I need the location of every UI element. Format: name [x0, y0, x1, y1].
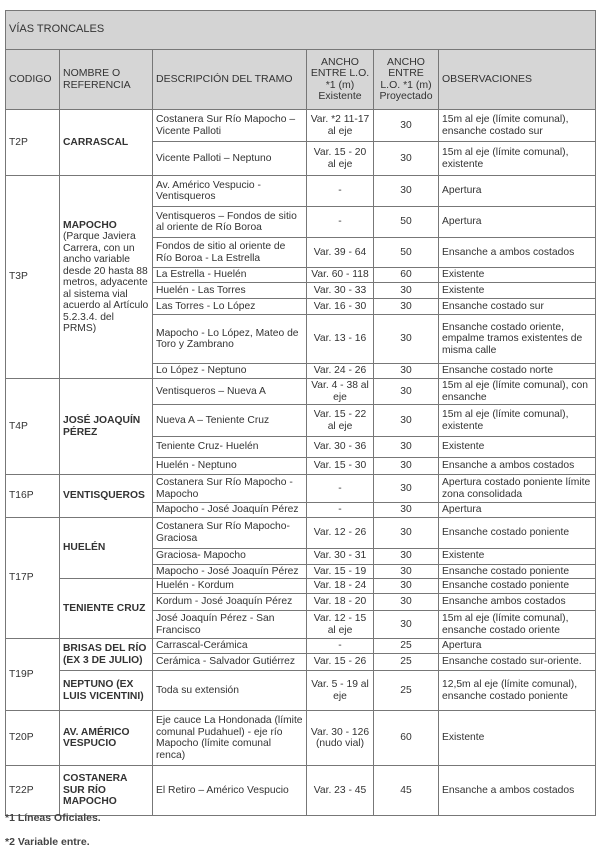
table-row [6, 475, 596, 503]
ancho-proyectado-cell: 30 [374, 364, 439, 379]
observaciones-cell: 15m al eje (límite comunal), ensanche costado sur [439, 110, 596, 142]
observaciones-cell: Apertura [439, 639, 596, 654]
header-ancho-existente: ANCHO ENTRE L.O. *1 (m) Existente [307, 50, 374, 110]
description-cell: Huelén - Neptuno [153, 458, 307, 475]
ancho-proyectado-cell: 30 [374, 548, 439, 564]
name-label: MAPOCHO [63, 219, 117, 231]
observaciones-cell: Existente [439, 268, 596, 283]
description-cell: Mapocho - José Joaquín Pérez [153, 564, 307, 579]
ancho-proyectado-cell: 50 [374, 207, 439, 238]
ancho-proyectado-cell: 30 [374, 437, 439, 458]
name-cell [60, 517, 153, 579]
ancho-proyectado-cell: 30 [374, 405, 439, 437]
ancho-existente-cell: Var. 15 - 26 [307, 654, 374, 671]
description-cell: Mapocho - José Joaquín Pérez [153, 503, 307, 518]
header-ancho-proyectado: ANCHO ENTRE L.O. *1 (m) Proyectado [374, 50, 439, 110]
name-cell [60, 176, 153, 379]
ancho-proyectado-cell: 30 [374, 283, 439, 299]
description-cell: Carrascal-Cerámica [153, 639, 307, 654]
ancho-proyectado-cell: 30 [374, 517, 439, 548]
ancho-existente-cell: Var. 4 - 38 al eje [307, 379, 374, 405]
description-cell: Kordum - José Joaquín Pérez [153, 594, 307, 611]
observaciones-cell: Existente [439, 548, 596, 564]
observaciones-cell: 12,5m al eje (límite comunal), ensanche costado poniente [439, 671, 596, 711]
name-cell [60, 379, 153, 475]
description-cell: Mapocho - Lo López, Mateo de Toro y Zambrano [153, 315, 307, 364]
observaciones-cell: Ensanche costado oriente, empalme tramos existentes de misma calle [439, 315, 596, 364]
ancho-proyectado-cell: 30 [374, 176, 439, 207]
description-cell: Toda su extensión [153, 671, 307, 711]
ancho-existente-cell: Var. 13 - 16 [307, 315, 374, 364]
observaciones-cell: Ensanche ambos costados [439, 594, 596, 611]
observaciones-cell: Ensanche costado sur [439, 299, 596, 315]
observaciones-cell: Existente [439, 283, 596, 299]
description-cell: Huelén - Las Torres [153, 283, 307, 299]
table-row [6, 110, 596, 142]
description-cell: Ventisqueros – Nueva A [153, 379, 307, 405]
ancho-proyectado-cell: 25 [374, 671, 439, 711]
description-cell: Vicente Palloti – Neptuno [153, 142, 307, 176]
name-cell [60, 110, 153, 176]
description-cell: Graciosa- Mapocho [153, 548, 307, 564]
observaciones-cell: Ensanche costado poniente [439, 579, 596, 594]
name-label: CARRASCAL [63, 136, 129, 148]
ancho-existente-cell: Var. *2 11-17 al eje [307, 110, 374, 142]
code-cell: T2P [6, 110, 60, 176]
name-cell [60, 711, 153, 766]
observaciones-cell: Ensanche a ambos costados [439, 458, 596, 475]
ancho-proyectado-cell: 25 [374, 654, 439, 671]
code-cell: T16P [6, 475, 60, 518]
ancho-proyectado-cell: 30 [374, 564, 439, 579]
ancho-proyectado-cell: 30 [374, 503, 439, 518]
code-cell: T20P [6, 711, 60, 766]
header-observaciones: OBSERVACIONES [439, 50, 596, 110]
name-label: HUELÉN [63, 542, 106, 553]
ancho-existente-cell: Var. 30 - 36 [307, 437, 374, 458]
table-row [6, 176, 596, 207]
ancho-proyectado-cell: 30 [374, 611, 439, 639]
table-row [6, 379, 596, 405]
name-cell [60, 671, 153, 711]
observaciones-cell: Ensanche costado poniente [439, 564, 596, 579]
ancho-proyectado-cell: 60 [374, 268, 439, 283]
code-cell: T3P [6, 176, 60, 379]
description-cell: Teniente Cruz- Huelén [153, 437, 307, 458]
description-cell: La Estrella - Huelén [153, 268, 307, 283]
description-cell: Fondos de sitio al oriente de Río Boroa - La Estrella [153, 238, 307, 268]
ancho-existente-cell: Var. 15 - 30 [307, 458, 374, 475]
description-cell: Nueva A – Teniente Cruz [153, 405, 307, 437]
vias-troncales-table [5, 10, 596, 816]
ancho-proyectado-cell: 30 [374, 315, 439, 364]
header-codigo: CODIGO [6, 50, 60, 110]
ancho-proyectado-cell: 30 [374, 579, 439, 594]
name-label: VENTISQUEROS [63, 490, 145, 501]
observaciones-cell: 15m al eje (límite comunal), existente [439, 405, 596, 437]
ancho-proyectado-cell: 30 [374, 299, 439, 315]
footnote-1: *1 Líneas Oficiales. [5, 812, 101, 824]
ancho-existente-cell: - [307, 503, 374, 518]
observaciones-cell: 15m al eje (límite comunal), existente [439, 142, 596, 176]
code-cell: T19P [6, 639, 60, 711]
ancho-proyectado-cell: 60 [374, 711, 439, 766]
name-label: COSTANERA SUR RÍO MAPOCHO [63, 773, 128, 808]
observaciones-cell: Existente [439, 711, 596, 766]
observaciones-cell: 15m al eje (límite comunal), ensanche costado oriente [439, 611, 596, 639]
name-label: BRISAS DEL RÍO (EX 3 DE JULIO) [63, 643, 147, 666]
ancho-proyectado-cell: 30 [374, 110, 439, 142]
description-cell: Las Torres - Lo López [153, 299, 307, 315]
observaciones-cell: Ensanche costado norte [439, 364, 596, 379]
description-cell: Costanera Sur Río Mapocho- Graciosa [153, 517, 307, 548]
description-cell: Costanera Sur Río Mapocho - Mapocho [153, 475, 307, 503]
description-cell: Ventisqueros – Fondos de sitio al oriente de Río Boroa [153, 207, 307, 238]
observaciones-cell: 15m al eje (límite comunal), con ensanche [439, 379, 596, 405]
observaciones-cell: Ensanche a ambos costados [439, 238, 596, 268]
ancho-existente-cell: Var. 12 - 26 [307, 517, 374, 548]
footnote-2: *2 Variable entre. [5, 836, 90, 848]
description-cell: Huelén - Kordum [153, 579, 307, 594]
observaciones-cell: Ensanche a ambos costados [439, 766, 596, 816]
observaciones-cell: Apertura [439, 503, 596, 518]
name-note: (Parque Javiera Carrera, con un ancho variable desde 20 hasta 88 metros, adyacente al sistema vial acuerdo al Artículo 5.2.3.4. del PRMS) [63, 231, 149, 334]
ancho-proyectado-cell: 30 [374, 458, 439, 475]
ancho-proyectado-cell: 50 [374, 238, 439, 268]
ancho-existente-cell: Var. 15 - 22 al eje [307, 405, 374, 437]
ancho-existente-cell: Var. 18 - 20 [307, 594, 374, 611]
observaciones-cell: Ensanche costado poniente [439, 517, 596, 548]
ancho-existente-cell: Var. 24 - 26 [307, 364, 374, 379]
description-cell: José Joaquín Pérez - San Francisco [153, 611, 307, 639]
ancho-existente-cell: Var. 18 - 24 [307, 579, 374, 594]
ancho-existente-cell: Var. 16 - 30 [307, 299, 374, 315]
table-row [6, 579, 596, 594]
description-cell: Av. Américo Vespucio - Ventisqueros [153, 176, 307, 207]
code-cell: T4P [6, 379, 60, 475]
description-cell: Cerámica - Salvador Gutiérrez [153, 654, 307, 671]
ancho-proyectado-cell: 30 [374, 475, 439, 503]
ancho-proyectado-cell: 30 [374, 142, 439, 176]
table-row [6, 711, 596, 766]
ancho-existente-cell: - [307, 207, 374, 238]
ancho-existente-cell: Var. 60 - 118 [307, 268, 374, 283]
description-cell: Costanera Sur Río Mapocho – Vicente Palloti [153, 110, 307, 142]
name-label: TENIENTE CRUZ [63, 602, 146, 614]
ancho-existente-cell: Var. 30 - 33 [307, 283, 374, 299]
name-cell [60, 475, 153, 518]
ancho-proyectado-cell: 25 [374, 639, 439, 654]
name-label: JOSÉ JOAQUÍN PÉREZ [63, 415, 141, 438]
ancho-proyectado-cell: 30 [374, 594, 439, 611]
table-row [6, 671, 596, 711]
ancho-existente-cell: - [307, 639, 374, 654]
ancho-existente-cell: Var. 12 - 15 al eje [307, 611, 374, 639]
ancho-existente-cell: Var. 30 - 31 [307, 548, 374, 564]
name-cell [60, 639, 153, 671]
description-cell: Eje cauce La Hondonada (límite comunal Pudahuel) - eje río Mapocho (límite comunal renca) [153, 711, 307, 766]
name-label: AV. AMÉRICO VESPUCIO [63, 726, 130, 749]
ancho-existente-cell: Var. 23 - 45 [307, 766, 374, 816]
observaciones-cell: Ensanche costado sur-oriente. [439, 654, 596, 671]
ancho-existente-cell: Var. 15 - 19 [307, 564, 374, 579]
description-cell: Lo López - Neptuno [153, 364, 307, 379]
ancho-existente-cell: Var. 39 - 64 [307, 238, 374, 268]
ancho-existente-cell: Var. 15 - 20 al eje [307, 142, 374, 176]
table-row [6, 639, 596, 654]
ancho-existente-cell: Var. 30 - 126 (nudo vial) [307, 711, 374, 766]
ancho-proyectado-cell: 45 [374, 766, 439, 816]
table-title: VÍAS TRONCALES [6, 11, 596, 50]
ancho-existente-cell: - [307, 176, 374, 207]
observaciones-cell: Existente [439, 437, 596, 458]
observaciones-cell: Apertura [439, 176, 596, 207]
code-cell: T22P [6, 766, 60, 816]
observaciones-cell: Apertura [439, 207, 596, 238]
header-descripcion: DESCRIPCIÓN DEL TRAMO [153, 50, 307, 110]
name-label: NEPTUNO (EX LUIS VICENTINI) [63, 679, 144, 702]
observaciones-cell: Apertura costado poniente límite zona consolidada [439, 475, 596, 503]
description-cell: El Retiro – Américo Vespucio [153, 766, 307, 816]
name-cell [60, 579, 153, 639]
ancho-existente-cell: - [307, 475, 374, 503]
header-nombre: NOMBRE O REFERENCIA [60, 50, 153, 110]
ancho-existente-cell: Var. 5 - 19 al eje [307, 671, 374, 711]
table-row [6, 766, 596, 816]
table-row [6, 517, 596, 548]
code-cell: T17P [6, 517, 60, 639]
ancho-proyectado-cell: 30 [374, 379, 439, 405]
name-cell [60, 766, 153, 816]
